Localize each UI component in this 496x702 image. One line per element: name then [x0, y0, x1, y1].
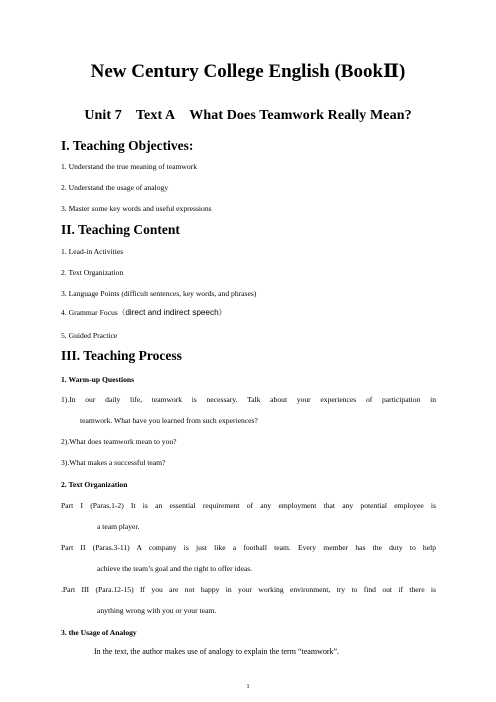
warmup-heading: 1. Warm-up Questions [61, 375, 135, 384]
unit-name: What Does Teamwork Really Mean? [189, 108, 412, 123]
content-heading: II. Teaching Content [61, 222, 180, 237]
organization-part-2-line-2: achieve the team’s goal and the right to offer ideas. [97, 564, 253, 573]
unit-title [0, 108, 496, 124]
organization-part-1-line-2: a team player. [97, 522, 140, 531]
content-item-5: 5. Guided Practice [61, 331, 118, 340]
warmup-question-2: 2).What does teamwork mean to you? [61, 437, 177, 446]
objective-item-2: 2. Understand the usage of analogy [61, 183, 169, 192]
page-number: 1 [246, 683, 250, 690]
content-item-4-label: 4. Grammar Focus [61, 308, 118, 317]
organization-heading: 2. Text Organization [61, 480, 128, 489]
unit-label: Unit 7 [84, 108, 122, 123]
document-title: New Century College English (BookⅡ) [90, 61, 406, 82]
organization-part-3-line-2: anything wrong with you or your team. [97, 606, 217, 615]
grammar-topic: direct and indirect speech [125, 308, 219, 317]
warmup-question-1-line-2: teamwork. What have you learned from such experiences? [80, 416, 258, 425]
objective-item-3: 3. Master some key words and useful expressions [61, 204, 212, 213]
warmup-question-1-line-1: 1).In our daily life, teamwork is necessary. Talk about your experiences of participation in [61, 395, 436, 404]
analogy-text: In the text, the author makes use of analogy to explain the term “teamwork”. [94, 647, 340, 656]
objective-item-1: 1. Understand the true meaning of teamwork [61, 162, 198, 171]
content-item-4 [61, 309, 226, 317]
grammar-open-paren: （ [117, 308, 126, 317]
warmup-question-3: 3).What makes a successful team? [61, 458, 166, 467]
grammar-close-paren: ） [218, 308, 227, 317]
process-heading: III. Teaching Process [61, 348, 182, 363]
content-item-1: 1. Lead-in Activities [61, 247, 124, 256]
organization-part-1-line-1: Part I (Paras.1-2) It is an essential requirement of any employment that any potential employee is [61, 501, 436, 510]
text-label: Text A [135, 108, 176, 123]
organization-part-3-line-1: .Part III (Para.12-15) If you are not happy in your working environment, try to find out if there is [61, 585, 436, 594]
analogy-heading: 3. the Usage of Analogy [61, 628, 137, 637]
objectives-heading: I. Teaching Objectives: [61, 138, 194, 153]
organization-part-2-line-1: Part II (Paras.3-11) A company is just like a football team. Every member has the duty to help [61, 543, 436, 552]
content-item-2: 2. Text Organization [61, 268, 124, 277]
content-item-3: 3. Language Points (difficult sentences, key words, and phrases) [61, 289, 257, 298]
